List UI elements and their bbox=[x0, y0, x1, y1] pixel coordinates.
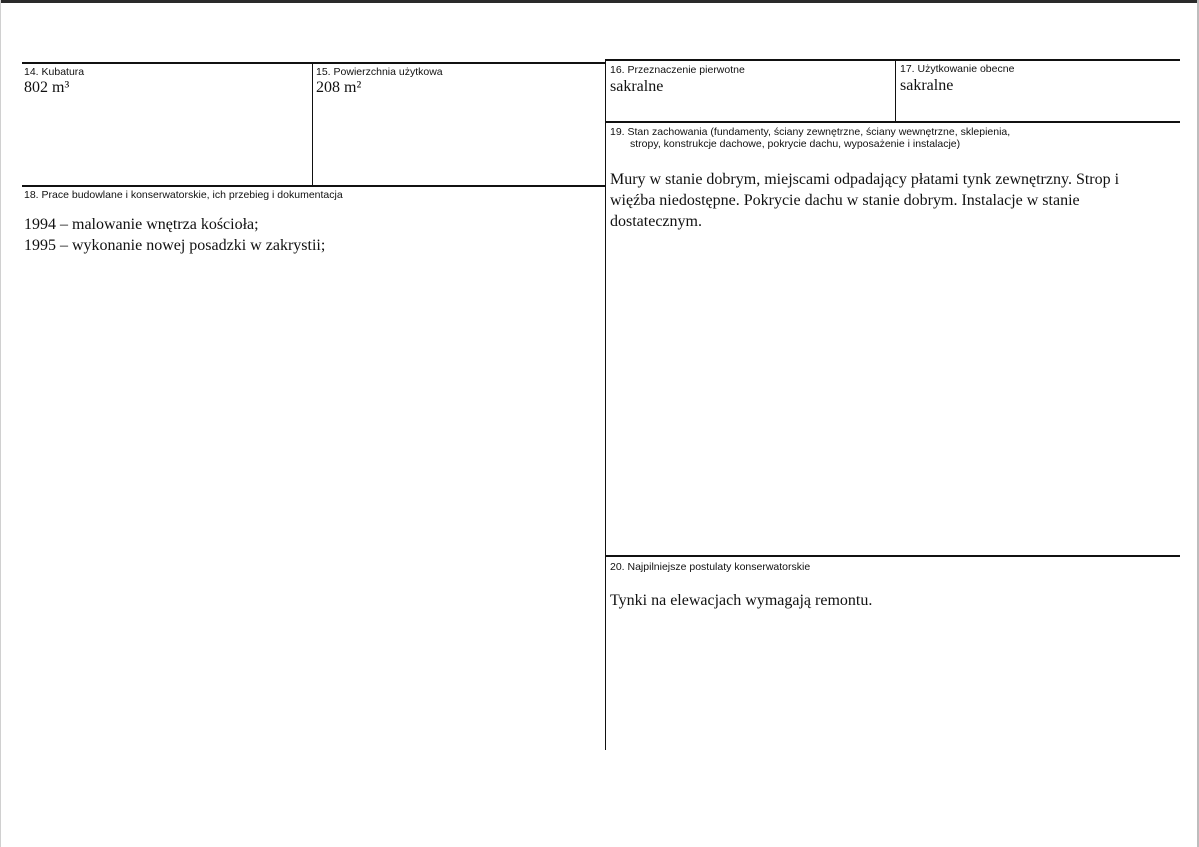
scan-top-edge bbox=[0, 0, 1199, 3]
postulaty-value: Tynki na elewacjach wymagają remontu. bbox=[610, 592, 873, 609]
stan-label-line2: stropy, konstrukcje dachowe, pokrycie dachu, wyposażenie i instalacje) bbox=[630, 138, 961, 150]
przeznaczenie-label: 16. Przeznaczenie pierwotne bbox=[610, 64, 745, 76]
rule-above-20 bbox=[605, 555, 1180, 557]
top-rule-right bbox=[605, 59, 1180, 61]
kubatura-label: 14. Kubatura bbox=[24, 66, 85, 78]
rule-above-19 bbox=[605, 121, 1180, 123]
divider-center bbox=[605, 60, 606, 750]
kubatura-value: 802 m³ bbox=[24, 79, 70, 96]
powierzchnia-label: 15. Powierzchnia użytkowa bbox=[316, 66, 443, 78]
przeznaczenie-value: sakralne bbox=[610, 78, 664, 95]
rule-above-18 bbox=[22, 185, 606, 187]
top-rule-left bbox=[22, 62, 606, 64]
stan-label bbox=[610, 126, 1010, 150]
stan-label-line1: 19. Stan zachowania (fundamenty, ściany zewnętrzne, ściany wewnętrzne, sklepienia, bbox=[610, 126, 1011, 138]
stan-value: Mury w stanie dobrym, miejscami odpadający płatami tynk zewnętrzny. Strop i więźba niedostępne. Pokrycie dachu w stanie dobrym. Instalacje w stanie dostatecznym. bbox=[610, 171, 1120, 230]
scan-left-edge bbox=[0, 0, 1, 847]
uzytkowanie-label: 17. Użytkowanie obecne bbox=[900, 63, 1015, 75]
prace-line-1994: 1994 – malowanie wnętrza kościoła; bbox=[24, 216, 259, 233]
prace-line-1995: 1995 – wykonanie nowej posadzki w zakrystii; bbox=[24, 237, 326, 254]
divider-14-15 bbox=[312, 63, 313, 185]
divider-16-17 bbox=[895, 60, 896, 122]
uzytkowanie-value: sakralne bbox=[900, 77, 954, 94]
postulaty-label: 20. Najpilniejsze postulaty konserwatorskie bbox=[610, 561, 811, 573]
powierzchnia-value: 208 m² bbox=[316, 79, 362, 96]
prace-label: 18. Prace budowlane i konserwatorskie, ich przebieg i dokumentacja bbox=[24, 189, 343, 201]
